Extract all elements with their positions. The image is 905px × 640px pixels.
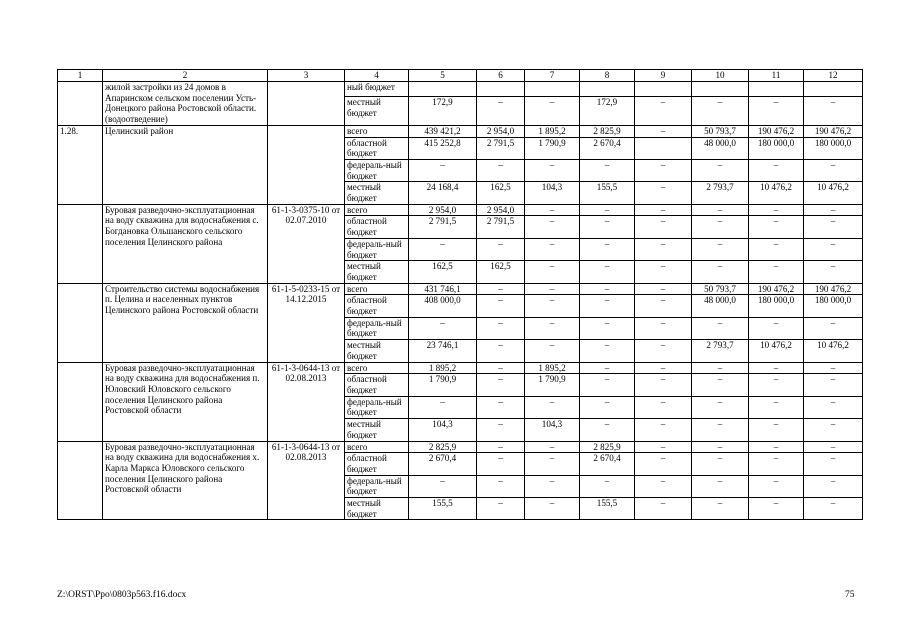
project-code: 61-1-3-0644-13 от 02.08.2013 bbox=[268, 362, 345, 441]
value-cell: – bbox=[692, 97, 749, 126]
value-cell: – bbox=[580, 419, 635, 441]
value-cell: – bbox=[692, 317, 749, 339]
value-cell: – bbox=[692, 362, 749, 374]
value-cell: – bbox=[804, 453, 863, 475]
value-cell: – bbox=[635, 498, 692, 520]
budget-category: всего bbox=[345, 204, 409, 216]
value-cell: – bbox=[477, 396, 525, 418]
value-cell: – bbox=[525, 238, 580, 260]
value-cell: – bbox=[749, 362, 804, 374]
budget-category: местный бюджет bbox=[345, 182, 409, 204]
value-cell: – bbox=[580, 340, 635, 362]
value-cell: 50 793,7 bbox=[692, 283, 749, 295]
value-cell: 190 476,2 bbox=[749, 283, 804, 295]
value-cell: – bbox=[804, 374, 863, 396]
page-number: 75 bbox=[845, 590, 855, 600]
value-cell: – bbox=[635, 396, 692, 418]
budget-category: всего bbox=[345, 441, 409, 453]
value-cell: 162,5 bbox=[477, 261, 525, 283]
value-cell: – bbox=[749, 204, 804, 216]
value-cell: 2 793,7 bbox=[692, 340, 749, 362]
value-cell: 2 670,4 bbox=[580, 453, 635, 475]
value-cell bbox=[804, 82, 863, 97]
table-row bbox=[58, 82, 863, 97]
value-cell: 10 476,2 bbox=[749, 182, 804, 204]
value-cell: 2 825,9 bbox=[409, 441, 477, 453]
budget-category: местный бюджет bbox=[345, 261, 409, 283]
budget-category: местный бюджет bbox=[345, 419, 409, 441]
value-cell: 48 000,0 bbox=[692, 295, 749, 317]
value-cell: – bbox=[635, 295, 692, 317]
value-cell: – bbox=[749, 238, 804, 260]
value-cell: 2 825,9 bbox=[580, 125, 635, 137]
section-number: 1.28. bbox=[58, 125, 103, 204]
value-cell: – bbox=[525, 317, 580, 339]
value-cell: – bbox=[635, 216, 692, 238]
value-cell: 408 000,0 bbox=[409, 295, 477, 317]
value-cell: – bbox=[477, 498, 525, 520]
value-cell: – bbox=[477, 362, 525, 374]
value-cell: – bbox=[525, 261, 580, 283]
value-cell: 431 746,1 bbox=[409, 283, 477, 295]
value-cell: – bbox=[525, 453, 580, 475]
value-cell: – bbox=[477, 97, 525, 126]
budget-category: федераль-ный бюджет bbox=[345, 238, 409, 260]
value-cell: – bbox=[580, 238, 635, 260]
value-cell: – bbox=[635, 182, 692, 204]
object-description: Буровая разведочно-эксплуатационная на воду скважина для водоснабжения п. Юловский Юловского сельского поселения Целинского района Ростовской области bbox=[103, 362, 268, 441]
value-cell bbox=[409, 82, 477, 97]
value-cell: – bbox=[580, 317, 635, 339]
value-cell: 190 476,2 bbox=[804, 125, 863, 137]
value-cell: 10 476,2 bbox=[804, 182, 863, 204]
column-number: 4 bbox=[345, 70, 409, 82]
value-cell: – bbox=[477, 159, 525, 181]
value-cell: – bbox=[477, 374, 525, 396]
value-cell: – bbox=[477, 475, 525, 497]
value-cell: 415 252,8 bbox=[409, 137, 477, 159]
value-cell: 48 000,0 bbox=[692, 137, 749, 159]
value-cell: – bbox=[635, 238, 692, 260]
column-number: 8 bbox=[580, 70, 635, 82]
table-row bbox=[58, 283, 863, 295]
value-cell: 180 000,0 bbox=[804, 295, 863, 317]
budget-category: федераль-ный бюджет bbox=[345, 396, 409, 418]
value-cell: – bbox=[749, 453, 804, 475]
value-cell: – bbox=[804, 317, 863, 339]
row-number-cell bbox=[58, 283, 103, 362]
value-cell: 155,5 bbox=[580, 498, 635, 520]
budget-category: местный бюджет bbox=[345, 97, 409, 126]
value-cell: – bbox=[635, 125, 692, 137]
value-cell: – bbox=[749, 97, 804, 126]
value-cell: 155,5 bbox=[409, 498, 477, 520]
value-cell: – bbox=[580, 295, 635, 317]
value-cell: – bbox=[635, 204, 692, 216]
value-cell: – bbox=[749, 261, 804, 283]
value-cell bbox=[525, 82, 580, 97]
value-cell: – bbox=[635, 317, 692, 339]
value-cell: – bbox=[580, 204, 635, 216]
value-cell: 190 476,2 bbox=[749, 125, 804, 137]
value-cell: 2 791,5 bbox=[409, 216, 477, 238]
value-cell: – bbox=[692, 453, 749, 475]
value-cell: – bbox=[635, 283, 692, 295]
column-number: 3 bbox=[268, 70, 345, 82]
object-description: жилой застройки из 24 домов в Апаринском сельском поселении Усть-Донецкого района Ростовской области. (водоотведение) bbox=[103, 82, 268, 126]
value-cell: 172,9 bbox=[580, 97, 635, 126]
value-cell: – bbox=[525, 340, 580, 362]
budget-category: местный бюджет bbox=[345, 498, 409, 520]
value-cell: 180 000,0 bbox=[749, 295, 804, 317]
value-cell: 1 895,2 bbox=[409, 362, 477, 374]
value-cell: – bbox=[749, 396, 804, 418]
column-number: 11 bbox=[749, 70, 804, 82]
value-cell: 439 421,2 bbox=[409, 125, 477, 137]
value-cell: – bbox=[635, 475, 692, 497]
value-cell: 23 746,1 bbox=[409, 340, 477, 362]
value-cell: – bbox=[477, 317, 525, 339]
project-code: 61-1-5-0233-15 от 14.12.2015 bbox=[268, 283, 345, 362]
value-cell: – bbox=[635, 159, 692, 181]
column-number: 1 bbox=[58, 70, 103, 82]
object-description: Буровая разведочно-эксплуатационная на воду скважина для водоснабжения х. Карла Маркса Юловского сельского поселения Целинского района Ростовской области bbox=[103, 441, 268, 520]
value-cell bbox=[477, 82, 525, 97]
table-row bbox=[58, 441, 863, 453]
value-cell: – bbox=[692, 238, 749, 260]
footer-file-path: Z:\ORST\Ppo\0803p563.f16.docx bbox=[57, 590, 187, 600]
column-number: 6 bbox=[477, 70, 525, 82]
value-cell: – bbox=[692, 216, 749, 238]
column-number: 5 bbox=[409, 70, 477, 82]
value-cell: – bbox=[804, 238, 863, 260]
value-cell: 104,3 bbox=[525, 182, 580, 204]
value-cell: – bbox=[804, 441, 863, 453]
row-number-cell bbox=[58, 204, 103, 283]
value-cell: – bbox=[477, 441, 525, 453]
column-number: 2 bbox=[103, 70, 268, 82]
budget-table bbox=[57, 69, 863, 520]
value-cell bbox=[692, 82, 749, 97]
value-cell: 1 790,9 bbox=[525, 137, 580, 159]
value-cell: 24 168,4 bbox=[409, 182, 477, 204]
value-cell: 1 895,2 bbox=[525, 362, 580, 374]
value-cell: 2 670,4 bbox=[580, 137, 635, 159]
value-cell: – bbox=[580, 159, 635, 181]
value-cell: 2 670,4 bbox=[409, 453, 477, 475]
value-cell: – bbox=[409, 159, 477, 181]
value-cell: 2 954,0 bbox=[409, 204, 477, 216]
value-cell: – bbox=[749, 374, 804, 396]
value-cell: 2 954,0 bbox=[477, 204, 525, 216]
value-cell: 162,5 bbox=[477, 182, 525, 204]
value-cell: – bbox=[525, 216, 580, 238]
value-cell: – bbox=[409, 317, 477, 339]
value-cell: 2 954,0 bbox=[477, 125, 525, 137]
value-cell: – bbox=[580, 362, 635, 374]
value-cell: – bbox=[525, 498, 580, 520]
value-cell: – bbox=[635, 362, 692, 374]
value-cell: 10 476,2 bbox=[804, 340, 863, 362]
value-cell: 180 000,0 bbox=[804, 137, 863, 159]
value-cell: – bbox=[804, 261, 863, 283]
value-cell: – bbox=[477, 283, 525, 295]
value-cell: 190 476,2 bbox=[804, 283, 863, 295]
value-cell: – bbox=[635, 374, 692, 396]
value-cell: 104,3 bbox=[409, 419, 477, 441]
budget-category: областной бюджет bbox=[345, 137, 409, 159]
value-cell: – bbox=[692, 441, 749, 453]
project-code bbox=[268, 125, 345, 204]
value-cell: – bbox=[749, 216, 804, 238]
value-cell: – bbox=[692, 498, 749, 520]
budget-category: областной бюджет bbox=[345, 374, 409, 396]
value-cell: – bbox=[749, 498, 804, 520]
value-cell: – bbox=[580, 283, 635, 295]
value-cell: – bbox=[804, 419, 863, 441]
value-cell: – bbox=[580, 216, 635, 238]
value-cell: – bbox=[692, 204, 749, 216]
value-cell: 50 793,7 bbox=[692, 125, 749, 137]
value-cell: – bbox=[525, 283, 580, 295]
value-cell: – bbox=[692, 419, 749, 441]
budget-category: областной бюджет bbox=[345, 295, 409, 317]
value-cell: – bbox=[477, 295, 525, 317]
value-cell: – bbox=[804, 396, 863, 418]
table-body bbox=[58, 70, 863, 520]
budget-category: областной бюджет bbox=[345, 453, 409, 475]
value-cell: – bbox=[525, 441, 580, 453]
value-cell: – bbox=[580, 374, 635, 396]
value-cell: 10 476,2 bbox=[749, 340, 804, 362]
value-cell: – bbox=[580, 396, 635, 418]
value-cell: 1 790,9 bbox=[409, 374, 477, 396]
value-cell: – bbox=[525, 396, 580, 418]
value-cell: – bbox=[525, 204, 580, 216]
project-code: 61-1-3-0644-13 от 02.08.2013 bbox=[268, 441, 345, 520]
value-cell: – bbox=[635, 261, 692, 283]
table-row bbox=[58, 204, 863, 216]
value-cell: – bbox=[409, 475, 477, 497]
budget-category: федераль-ный бюджет bbox=[345, 159, 409, 181]
value-cell: – bbox=[409, 238, 477, 260]
column-number-row bbox=[58, 70, 863, 82]
row-number-cell bbox=[58, 441, 103, 520]
value-cell: – bbox=[749, 441, 804, 453]
value-cell: 2 791,5 bbox=[477, 137, 525, 159]
value-cell: – bbox=[804, 204, 863, 216]
budget-category: всего bbox=[345, 362, 409, 374]
table-row bbox=[58, 362, 863, 374]
value-cell: – bbox=[804, 475, 863, 497]
value-cell: – bbox=[635, 340, 692, 362]
object-description: Буровая разведочно-эксплуатационная на воду скважина для водоснабжения с. Богдановка Ольшанского сельского поселения Целинского района bbox=[103, 204, 268, 283]
value-cell: – bbox=[692, 475, 749, 497]
value-cell: – bbox=[635, 441, 692, 453]
value-cell: 2 825,9 bbox=[580, 441, 635, 453]
value-cell: 1 790,9 bbox=[525, 374, 580, 396]
value-cell bbox=[635, 137, 692, 159]
value-cell: – bbox=[635, 453, 692, 475]
budget-category: ный бюджет bbox=[345, 82, 409, 97]
value-cell: – bbox=[525, 295, 580, 317]
value-cell bbox=[580, 82, 635, 97]
value-cell: – bbox=[477, 238, 525, 260]
column-number: 7 bbox=[525, 70, 580, 82]
value-cell: – bbox=[804, 97, 863, 126]
value-cell: – bbox=[580, 261, 635, 283]
value-cell: – bbox=[525, 97, 580, 126]
value-cell: – bbox=[692, 374, 749, 396]
value-cell: – bbox=[525, 475, 580, 497]
value-cell: 172,9 bbox=[409, 97, 477, 126]
value-cell: – bbox=[692, 159, 749, 181]
value-cell: 180 000,0 bbox=[749, 137, 804, 159]
value-cell: – bbox=[804, 216, 863, 238]
value-cell: – bbox=[749, 475, 804, 497]
value-cell: 2 791,5 bbox=[477, 216, 525, 238]
project-code bbox=[268, 82, 345, 126]
value-cell: – bbox=[635, 97, 692, 126]
value-cell bbox=[749, 82, 804, 97]
value-cell: 104,3 bbox=[525, 419, 580, 441]
value-cell: – bbox=[749, 419, 804, 441]
value-cell: – bbox=[749, 159, 804, 181]
value-cell: – bbox=[804, 498, 863, 520]
budget-category: федераль-ный бюджет bbox=[345, 475, 409, 497]
table-row bbox=[58, 125, 863, 137]
value-cell: – bbox=[804, 159, 863, 181]
value-cell: – bbox=[692, 261, 749, 283]
project-code: 61-1-3-0375-10 от 02.07.2010 bbox=[268, 204, 345, 283]
budget-category: областной бюджет bbox=[345, 216, 409, 238]
value-cell: 2 793,7 bbox=[692, 182, 749, 204]
column-number: 12 bbox=[804, 70, 863, 82]
column-number: 10 bbox=[692, 70, 749, 82]
value-cell: – bbox=[804, 362, 863, 374]
value-cell: – bbox=[477, 419, 525, 441]
value-cell: – bbox=[525, 159, 580, 181]
row-number-cell bbox=[58, 362, 103, 441]
column-number: 9 bbox=[635, 70, 692, 82]
value-cell: – bbox=[477, 340, 525, 362]
value-cell: – bbox=[409, 396, 477, 418]
section-name: Целинский район bbox=[103, 125, 268, 204]
value-cell: 1 895,2 bbox=[525, 125, 580, 137]
value-cell: – bbox=[477, 453, 525, 475]
value-cell: – bbox=[635, 419, 692, 441]
budget-category: федераль-ный бюджет bbox=[345, 317, 409, 339]
budget-category: местный бюджет bbox=[345, 340, 409, 362]
value-cell bbox=[635, 82, 692, 97]
budget-category: всего bbox=[345, 283, 409, 295]
value-cell: – bbox=[692, 396, 749, 418]
value-cell: – bbox=[749, 317, 804, 339]
value-cell: 162,5 bbox=[409, 261, 477, 283]
row-number-cell bbox=[58, 82, 103, 126]
budget-category: всего bbox=[345, 125, 409, 137]
object-description: Строительство системы водоснабжения п. Целина и населенных пунктов Целинского района Ростовской области bbox=[103, 283, 268, 362]
value-cell: 155,5 bbox=[580, 182, 635, 204]
value-cell: – bbox=[580, 475, 635, 497]
